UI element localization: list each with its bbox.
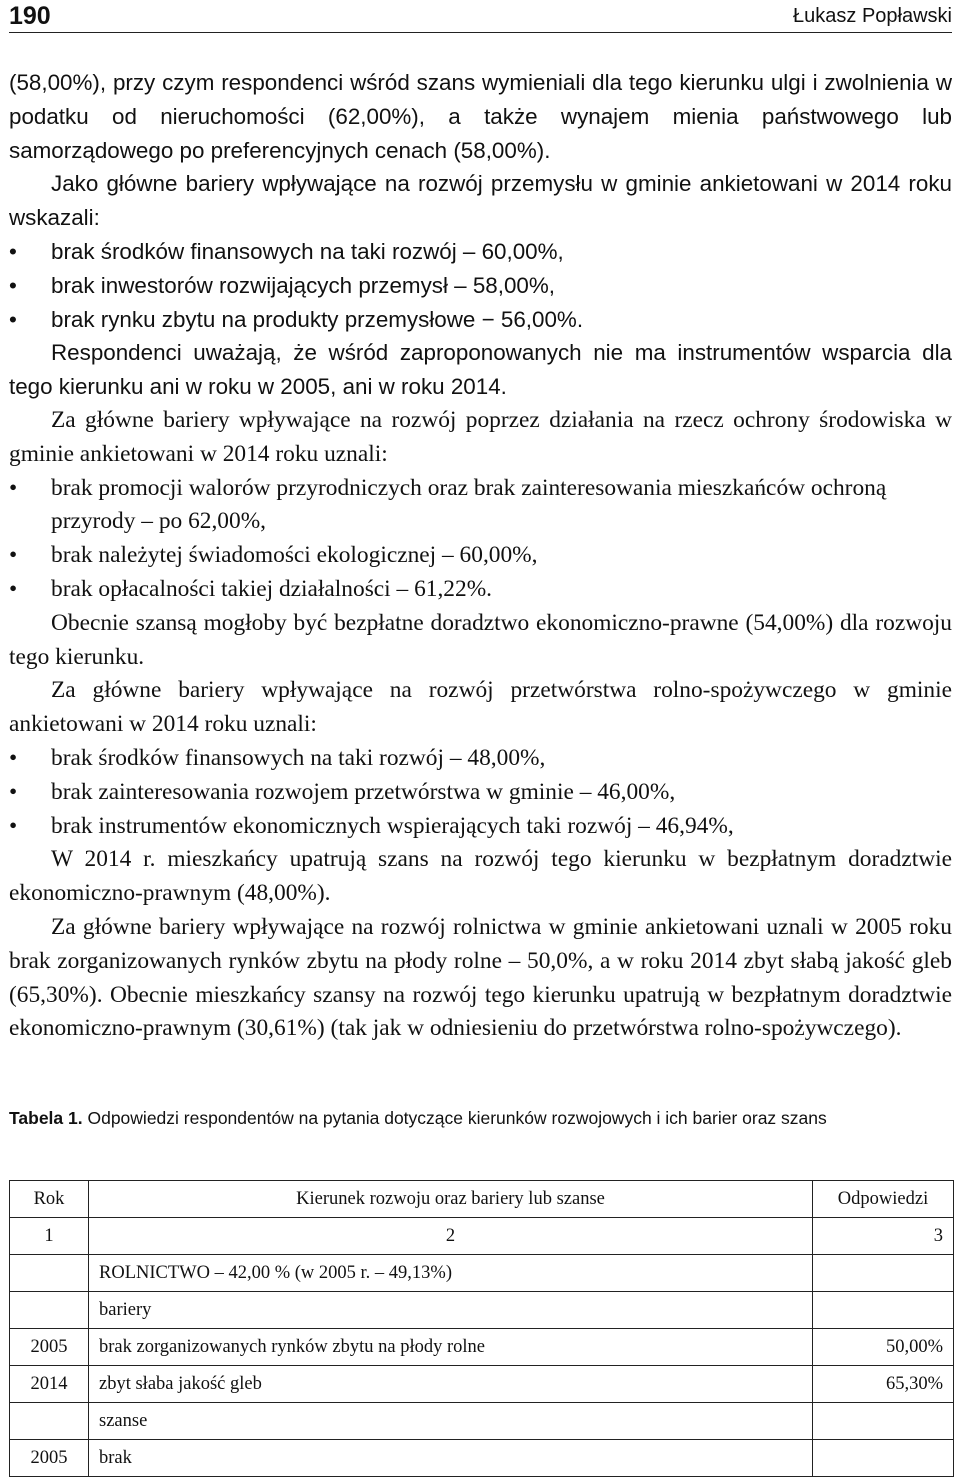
column-header-odpowiedzi: Odpowiedzi <box>813 1181 954 1218</box>
table-caption-label: Tabela 1. <box>9 1108 83 1128</box>
list-item: • brak instrumentów ekonomicznych wspierających taki rozwój – 46,94%, <box>9 810 952 844</box>
list-item: • brak należytej świadomości ekologicznej – 60,00%, <box>9 539 952 573</box>
table-cell <box>10 1292 89 1329</box>
table-row <box>10 1366 954 1403</box>
table-cell: 2005 <box>10 1329 89 1366</box>
table-cell: szanse <box>89 1403 813 1440</box>
paragraph: W 2014 r. mieszkańcy upatrują szans na rozwój tego kierunku w bezpłatnym doradztwie ekonomiczno-prawnym (48,00%). <box>9 846 952 907</box>
list-item: • brak rynku zbytu na produkty przemysłowe − 56,00%. <box>9 303 952 337</box>
table-row <box>10 1440 954 1477</box>
bullet-icon: • <box>9 778 18 805</box>
list-item: • brak promocji walorów przyrodniczych oraz brak zainteresowania mieszkańców ochroną przyrody – po 62,00%, <box>9 472 952 540</box>
running-head-author: Łukasz Popławski <box>793 5 952 27</box>
body-text <box>9 66 952 1046</box>
table-cell: 50,00% <box>813 1329 954 1366</box>
bullet-icon: • <box>9 575 18 602</box>
paragraph: Za główne bariery wpływające na rozwój rolnictwa w gminie ankietowani uznali w 2005 roku brak zorganizowanych rynków zbytu na płody rolne – 50,0%, a w roku 2014 zbyt słabą jakość gleb (65,30%). Obecnie mieszkańcy szansy na rozwój tego kierunku upatrują w bezpłatnym doradztwie ekonomiczno-prawnym (30,61%) (tak jak w odniesieniu do przetwórstwa rolno-spożywczego). <box>9 913 952 1042</box>
list-item: • brak opłacalności takiej działalności – 61,22%. <box>9 573 952 607</box>
bullet-icon: • <box>9 812 18 839</box>
table-row <box>10 1255 954 1292</box>
table-number-row <box>10 1218 954 1255</box>
page-header <box>9 0 952 33</box>
table-cell <box>813 1292 954 1329</box>
page-number: 190 <box>9 2 51 30</box>
data-table <box>9 1180 954 1477</box>
paragraph: Respondenci uważają, że wśród zaproponowanych nie ma instrumentów wsparcia dla tego kierunku ani w roku w 2005, ani w roku 2014. <box>9 340 952 400</box>
bullet-icon: • <box>9 744 18 771</box>
list-item: • brak zainteresowania rozwojem przetwórstwa w gminie – 46,00%, <box>9 776 952 810</box>
table-cell: 2005 <box>10 1440 89 1477</box>
table-caption-text: Odpowiedzi respondentów na pytania dotyczące kierunków rozwojowych i ich barier oraz szans <box>87 1108 827 1128</box>
bullet-icon: • <box>9 306 17 332</box>
table-cell: 3 <box>813 1218 954 1255</box>
paragraph: Obecnie szansą mogłoby być bezpłatne doradztwo ekonomiczno-prawne (54,00%) dla rozwoju tego kierunku. <box>9 609 952 670</box>
table-cell <box>10 1255 89 1292</box>
bullet-list <box>9 472 952 607</box>
table-cell: 2014 <box>10 1366 89 1403</box>
paragraph: (58,00%), przy czym respondenci wśród szans wymieniali dla tego kierunku ulgi i zwolnienia w podatku od nieruchomości (62,00%), a także wynajem mienia państwowego lub samorządowego po preferencyjnych cenach (58,00%). <box>9 70 952 163</box>
serif-section <box>9 404 952 1046</box>
table-cell <box>813 1255 954 1292</box>
paragraph: Za główne bariery wpływające na rozwój przetwórstwa rolno-spożywczego w gminie ankietowani w 2014 roku uznali: <box>9 677 952 738</box>
bullet-list <box>9 742 952 843</box>
table-cell <box>10 1403 89 1440</box>
table-caption <box>9 1104 940 1133</box>
column-header-kierunek: Kierunek rozwoju oraz bariery lub szanse <box>89 1181 813 1218</box>
table-cell: 65,30% <box>813 1366 954 1403</box>
table-cell: ROLNICTWO – 42,00 % (w 2005 r. – 49,13%) <box>89 1255 813 1292</box>
table-row <box>10 1329 954 1366</box>
table-cell: bariery <box>89 1292 813 1329</box>
paragraph: Jako główne bariery wpływające na rozwój przemysłu w gminie ankietowani w 2014 roku wskazali: <box>9 171 952 231</box>
column-header-rok: Rok <box>10 1181 89 1218</box>
list-item: • brak inwestorów rozwijających przemysł – 58,00%, <box>9 269 952 303</box>
bullet-icon: • <box>9 474 18 501</box>
table-row <box>10 1292 954 1329</box>
bullet-icon: • <box>9 272 17 298</box>
list-item: • brak środków finansowych na taki rozwój – 60,00%, <box>9 235 952 269</box>
bullet-icon: • <box>9 238 17 264</box>
table-cell: brak zorganizowanych rynków zbytu na płody rolne <box>89 1329 813 1366</box>
table-cell: brak <box>89 1440 813 1477</box>
paragraph: Za główne bariery wpływające na rozwój poprzez działania na rzecz ochrony środowiska w gminie ankietowani w 2014 roku uznali: <box>9 406 952 467</box>
bullet-icon: • <box>9 542 18 569</box>
table-cell: 2 <box>89 1218 813 1255</box>
table-cell <box>813 1440 954 1477</box>
bullet-list <box>9 235 952 336</box>
table-header-row <box>10 1181 954 1218</box>
table-cell: 1 <box>10 1218 89 1255</box>
table-cell: zbyt słaba jakość gleb <box>89 1366 813 1403</box>
table-cell <box>813 1403 954 1440</box>
list-item: • brak środków finansowych na taki rozwój – 48,00%, <box>9 742 952 776</box>
table-row <box>10 1403 954 1440</box>
